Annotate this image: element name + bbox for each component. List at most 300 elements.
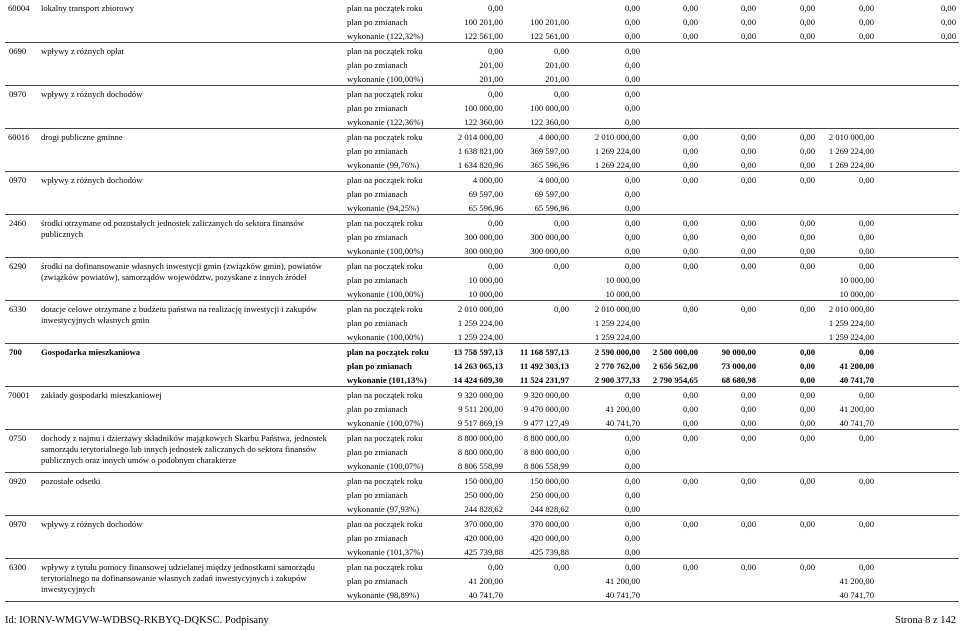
- amount-cell: 0,00: [799, 347, 815, 357]
- amount-cell: 0,00: [682, 232, 698, 243]
- row-label: plan po zmianach: [347, 533, 408, 544]
- amount-cell: 0,00: [682, 418, 698, 429]
- row-label: plan na początek roku: [347, 519, 423, 529]
- amount-cell: 0,00: [553, 562, 569, 572]
- row-label: plan na początek roku: [347, 175, 423, 185]
- section-code: 700: [9, 347, 22, 357]
- amount-cell: 0,00: [487, 562, 503, 572]
- amount-cell: 0,00: [553, 261, 569, 271]
- amount-cell: 0,00: [682, 175, 698, 185]
- amount-cell: 2 770 762,00: [594, 361, 640, 372]
- amount-cell: 10 000,00: [605, 289, 640, 300]
- amount-cell: 8 800 000,00: [523, 447, 569, 458]
- section-code: 0970: [9, 519, 27, 529]
- amount-cell: 0,00: [682, 246, 698, 257]
- amount-cell: 0,00: [624, 562, 640, 572]
- row-label: plan na początek roku: [347, 476, 423, 486]
- amount-cell: 0,00: [624, 74, 640, 85]
- amount-cell: 0,00: [858, 519, 874, 529]
- amount-cell: 1 259 224,00: [457, 318, 503, 329]
- amount-cell: 0,00: [740, 246, 756, 257]
- amount-cell: 0,00: [799, 261, 815, 271]
- amount-cell: 1 269 224,00: [828, 160, 874, 171]
- amount-cell: 0,00: [487, 3, 503, 13]
- amount-cell: 369 597,00: [530, 146, 569, 157]
- amount-cell: 425 739,88: [464, 547, 503, 558]
- amount-cell: 0,00: [740, 175, 756, 185]
- amount-cell: 0,00: [799, 17, 815, 28]
- amount-cell: 0,00: [682, 146, 698, 157]
- row-label: plan na początek roku: [347, 562, 423, 572]
- amount-cell: 40 741,70: [605, 590, 640, 601]
- amount-cell: 9 517 869,19: [457, 418, 503, 429]
- amount-cell: 420 000,00: [530, 533, 569, 544]
- amount-cell: 0,00: [624, 103, 640, 114]
- section-code: 6300: [9, 562, 27, 572]
- amount-cell: 0,00: [740, 218, 756, 228]
- amount-cell: 69 597,00: [534, 189, 569, 200]
- row-label: plan po zmianach: [347, 318, 408, 329]
- amount-cell: 0,00: [487, 89, 503, 99]
- amount-cell: 0,00: [858, 261, 874, 271]
- amount-cell: 425 739,88: [530, 547, 569, 558]
- row-label: plan na początek roku: [347, 261, 423, 271]
- amount-cell: 0,00: [799, 418, 815, 429]
- amount-cell: 0,00: [940, 17, 956, 28]
- amount-cell: 100 201,00: [464, 17, 503, 28]
- amount-cell: 0,00: [740, 31, 756, 42]
- amount-cell: 0,00: [682, 304, 698, 314]
- amount-cell: 0,00: [624, 189, 640, 200]
- amount-cell: 150 000,00: [530, 476, 569, 486]
- row-label: wykonanie (100,00%): [347, 332, 424, 343]
- amount-cell: 100 000,00: [464, 103, 503, 114]
- amount-cell: 0,00: [624, 246, 640, 257]
- section-divider: [5, 429, 959, 430]
- amount-cell: 41 200,00: [605, 576, 640, 587]
- amount-cell: 0,00: [740, 562, 756, 572]
- row-label: plan po zmianach: [347, 103, 408, 114]
- amount-cell: 0,00: [624, 117, 640, 128]
- row-label: plan na początek roku: [347, 132, 423, 142]
- section-name: środki na dofinansowanie własnych inwestycji gmin (związków gmin), powiatów (związków powiatów), samorządów województw, pozyskane z innych źródeł: [41, 260, 322, 282]
- amount-cell: 2 900 377,33: [594, 375, 640, 386]
- amount-cell: 201,00: [479, 60, 503, 71]
- section-divider: [5, 558, 959, 559]
- section-divider: [5, 128, 959, 129]
- amount-cell: 41 200,00: [839, 361, 874, 372]
- amount-cell: 0,00: [624, 504, 640, 515]
- amount-cell: 201,00: [545, 60, 569, 71]
- section-name: wpływy z tytułu pomocy finansowej udzielanej między jednostkami samorządu terytorialnego na dofinansowanie własnych zadań inwestycyjnych i zakupów inwestycyjnych: [41, 561, 315, 594]
- amount-cell: 0,00: [858, 175, 874, 185]
- amount-cell: 0,00: [799, 304, 815, 314]
- amount-cell: 0,00: [553, 46, 569, 56]
- amount-cell: 0,00: [682, 519, 698, 529]
- amount-cell: 0,00: [799, 562, 815, 572]
- amount-cell: 0,00: [624, 476, 640, 486]
- amount-cell: 0,00: [624, 175, 640, 185]
- amount-cell: 122 561,00: [464, 31, 503, 42]
- section-name: dochody z najmu i dzierżawy składników majątkowych Skarbu Państwa, jednostek samorządu terytorialnego lub innych jednostek zaliczanych do sektora finansów publicznych oraz innych umów o podobnym charakterze: [41, 432, 327, 465]
- section-name: Gospodarka mieszkaniowa: [41, 346, 141, 357]
- amount-cell: 0,00: [858, 17, 874, 28]
- row-label: wykonanie (101,37%): [347, 547, 424, 558]
- amount-cell: 0,00: [740, 17, 756, 28]
- amount-cell: 370 000,00: [530, 519, 569, 529]
- amount-cell: 40 741,70: [839, 590, 874, 601]
- amount-cell: 250 000,00: [464, 490, 503, 501]
- section-divider: [5, 171, 959, 172]
- amount-cell: 1 269 224,00: [594, 160, 640, 171]
- amount-cell: 0,00: [487, 46, 503, 56]
- amount-cell: 0,00: [682, 160, 698, 171]
- amount-cell: 0,00: [740, 232, 756, 243]
- section-divider: [5, 42, 959, 43]
- row-label: wykonanie (98,89%): [347, 590, 420, 601]
- amount-cell: 122 561,00: [530, 31, 569, 42]
- amount-cell: 0,00: [858, 246, 874, 257]
- row-label: wykonanie (94,25%): [347, 203, 420, 214]
- amount-cell: 14 424 609,30: [453, 375, 503, 386]
- amount-cell: 13 758 597,13: [453, 347, 503, 357]
- row-label: plan na początek roku: [347, 390, 423, 400]
- amount-cell: 122 360,00: [530, 117, 569, 128]
- section-divider: [5, 85, 959, 86]
- amount-cell: 65 596,96: [468, 203, 503, 214]
- amount-cell: 0,00: [799, 218, 815, 228]
- section-name: wpływy z różnych opłat: [41, 45, 124, 56]
- amount-cell: 9 470 000,00: [523, 404, 569, 415]
- amount-cell: 0,00: [624, 519, 640, 529]
- amount-cell: 150 000,00: [464, 476, 503, 486]
- page-footer: [5, 614, 956, 628]
- section-name: wpływy z różnych dochodów: [41, 174, 143, 185]
- amount-cell: 0,00: [740, 304, 756, 314]
- amount-cell: 2 010 000,00: [457, 304, 503, 314]
- amount-cell: 0,00: [940, 3, 956, 13]
- amount-cell: 100 201,00: [530, 17, 569, 28]
- amount-cell: 0,00: [553, 304, 569, 314]
- section-divider: [5, 515, 959, 516]
- amount-cell: 0,00: [740, 146, 756, 157]
- amount-cell: 0,00: [740, 433, 756, 443]
- row-label: plan po zmianach: [347, 232, 408, 243]
- section-divider: [5, 472, 959, 473]
- amount-cell: 2 656 562,00: [652, 361, 698, 372]
- amount-cell: 0,00: [740, 390, 756, 400]
- amount-cell: 0,00: [740, 519, 756, 529]
- amount-cell: 0,00: [682, 17, 698, 28]
- section-divider: [5, 601, 959, 602]
- row-label: plan po zmianach: [347, 146, 408, 157]
- section-name: wpływy z różnych dochodów: [41, 518, 143, 529]
- section-name: lokalny transport zbiorowy: [41, 2, 135, 13]
- amount-cell: 0,00: [740, 404, 756, 415]
- amount-cell: 11 168 597,13: [520, 347, 569, 357]
- amount-cell: 0,00: [682, 404, 698, 415]
- amount-cell: 40 741,70: [839, 375, 874, 386]
- amount-cell: 0,00: [858, 3, 874, 13]
- amount-cell: 1 638 821,00: [457, 146, 503, 157]
- amount-cell: 0,00: [799, 175, 815, 185]
- section-divider: [5, 214, 959, 215]
- amount-cell: 4 000,00: [538, 175, 569, 185]
- amount-cell: 0,00: [858, 562, 874, 572]
- section-name: wpływy z różnych dochodów: [41, 88, 143, 99]
- row-label: wykonanie (122,32%): [347, 31, 424, 42]
- page-number: Strona 8 z 142: [895, 615, 956, 626]
- section-code: 6330: [9, 304, 27, 314]
- section-name: drogi publiczne gminne: [41, 131, 123, 142]
- amount-cell: 0,00: [624, 390, 640, 400]
- amount-cell: 11 492 303,13: [520, 361, 569, 372]
- row-label: plan na początek roku: [347, 3, 423, 13]
- amount-cell: 41 200,00: [468, 576, 503, 587]
- amount-cell: 201,00: [545, 74, 569, 85]
- amount-cell: 300 000,00: [464, 232, 503, 243]
- amount-cell: 0,00: [858, 232, 874, 243]
- section-code: 60016: [8, 132, 30, 142]
- amount-cell: 365 596,96: [530, 160, 569, 171]
- amount-cell: 0,00: [624, 203, 640, 214]
- amount-cell: 8 800 000,00: [457, 447, 503, 458]
- amount-cell: 420 000,00: [464, 533, 503, 544]
- amount-cell: 9 477 127,49: [523, 418, 569, 429]
- row-label: wykonanie (100,07%): [347, 461, 424, 472]
- amount-cell: 10 000,00: [468, 289, 503, 300]
- amount-cell: 0,00: [624, 261, 640, 271]
- amount-cell: 8 806 558,99: [523, 461, 569, 472]
- amount-cell: 9 511 200,00: [458, 404, 503, 415]
- amount-cell: 300 000,00: [530, 232, 569, 243]
- amount-cell: 0,00: [799, 375, 815, 386]
- amount-cell: 40 741,70: [839, 418, 874, 429]
- amount-cell: 1 634 820,96: [457, 160, 503, 171]
- amount-cell: 0,00: [487, 218, 503, 228]
- row-label: wykonanie (101,13%): [347, 375, 427, 386]
- amount-cell: 100 000,00: [530, 103, 569, 114]
- section-divider: [5, 300, 959, 301]
- amount-cell: 0,00: [740, 160, 756, 171]
- amount-cell: 0,00: [940, 31, 956, 42]
- amount-cell: 10 000,00: [468, 275, 503, 286]
- section-code: 60004: [8, 3, 30, 13]
- amount-cell: 1 259 224,00: [594, 332, 640, 343]
- amount-cell: 0,00: [740, 418, 756, 429]
- amount-cell: 0,00: [799, 3, 815, 13]
- row-label: wykonanie (100,07%): [347, 418, 424, 429]
- amount-cell: 0,00: [682, 261, 698, 271]
- amount-cell: 244 828,62: [530, 504, 569, 515]
- amount-cell: 0,00: [740, 261, 756, 271]
- section-code: 0920: [9, 476, 27, 486]
- amount-cell: 0,00: [799, 146, 815, 157]
- row-label: plan po zmianach: [347, 447, 408, 458]
- amount-cell: 10 000,00: [839, 289, 874, 300]
- amount-cell: 0,00: [799, 232, 815, 243]
- row-label: wykonanie (122,36%): [347, 117, 424, 128]
- amount-cell: 250 000,00: [530, 490, 569, 501]
- amount-cell: 2 010 000,00: [594, 304, 640, 314]
- amount-cell: 2 590 000,00: [594, 347, 640, 357]
- row-label: plan na początek roku: [347, 89, 423, 99]
- section-code: 0690: [9, 46, 27, 56]
- row-label: plan po zmianach: [347, 576, 408, 587]
- amount-cell: 0,00: [624, 447, 640, 458]
- amount-cell: 201,00: [479, 74, 503, 85]
- section-code: 0970: [9, 175, 27, 185]
- row-label: plan po zmianach: [347, 17, 408, 28]
- amount-cell: 0,00: [624, 60, 640, 71]
- amount-cell: 1 269 224,00: [828, 146, 874, 157]
- amount-cell: 0,00: [740, 132, 756, 142]
- amount-cell: 41 200,00: [839, 404, 874, 415]
- row-label: plan na początek roku: [347, 46, 423, 56]
- amount-cell: 2 014 000,00: [457, 132, 503, 142]
- amount-cell: 0,00: [799, 390, 815, 400]
- amount-cell: 90 000,00: [721, 347, 756, 357]
- row-label: plan po zmianach: [347, 189, 408, 200]
- amount-cell: 0,00: [799, 476, 815, 486]
- amount-cell: 0,00: [624, 31, 640, 42]
- amount-cell: 0,00: [624, 232, 640, 243]
- amount-cell: 10 000,00: [605, 275, 640, 286]
- row-label: wykonanie (100,00%): [347, 246, 424, 257]
- amount-cell: 4 000,00: [538, 132, 569, 142]
- amount-cell: 14 263 065,13: [453, 361, 503, 372]
- amount-cell: 0,00: [624, 461, 640, 472]
- amount-cell: 0,00: [740, 3, 756, 13]
- row-label: plan po zmianach: [347, 275, 408, 286]
- section-name: środki otrzymane od pozostałych jednostek zaliczanych do sektora finansów publicznych: [41, 217, 304, 239]
- section-name: dotacje celowe otrzymane z budżetu państwa na realizację inwestycji i zakupów inwestycyjnych własnych gmin: [41, 303, 317, 325]
- document-id: Id: IORNV-WMGVW-WDBSQ-RKBYQ-DQKSC. Podpisany: [5, 615, 269, 626]
- row-label: wykonanie (100,00%): [347, 289, 424, 300]
- row-label: wykonanie (100,00%): [347, 74, 424, 85]
- amount-cell: 0,00: [624, 17, 640, 28]
- amount-cell: 0,00: [682, 132, 698, 142]
- amount-cell: 68 680,98: [721, 375, 756, 386]
- amount-cell: 0,00: [682, 31, 698, 42]
- section-code: 6290: [9, 261, 27, 271]
- amount-cell: 1 259 224,00: [594, 318, 640, 329]
- amount-cell: 0,00: [624, 547, 640, 558]
- amount-cell: 0,00: [799, 361, 815, 372]
- amount-cell: 8 800 000,00: [523, 433, 569, 443]
- row-label: wykonanie (99,76%): [347, 160, 420, 171]
- amount-cell: 0,00: [858, 347, 874, 357]
- amount-cell: 122 360,00: [464, 117, 503, 128]
- amount-cell: 0,00: [799, 246, 815, 257]
- amount-cell: 0,00: [624, 89, 640, 99]
- amount-cell: 65 596,96: [534, 203, 569, 214]
- section-code: 0750: [9, 433, 27, 443]
- amount-cell: 0,00: [858, 476, 874, 486]
- amount-cell: 40 741,70: [468, 590, 503, 601]
- amount-cell: 0,00: [682, 390, 698, 400]
- amount-cell: 0,00: [858, 31, 874, 42]
- amount-cell: 0,00: [682, 218, 698, 228]
- amount-cell: 40 741,70: [605, 418, 640, 429]
- amount-cell: 370 000,00: [464, 519, 503, 529]
- amount-cell: 1 259 224,00: [828, 318, 874, 329]
- amount-cell: 1 269 224,00: [594, 146, 640, 157]
- amount-cell: 0,00: [487, 261, 503, 271]
- amount-cell: 0,00: [624, 490, 640, 501]
- row-label: plan na początek roku: [347, 347, 429, 357]
- amount-cell: 0,00: [858, 390, 874, 400]
- amount-cell: 10 000,00: [839, 275, 874, 286]
- amount-cell: 0,00: [624, 533, 640, 544]
- amount-cell: 244 828,62: [464, 504, 503, 515]
- amount-cell: 0,00: [553, 218, 569, 228]
- row-label: plan po zmianach: [347, 404, 408, 415]
- amount-cell: 0,00: [624, 433, 640, 443]
- amount-cell: 8 800 000,00: [457, 433, 503, 443]
- amount-cell: 2 790 954,65: [652, 375, 698, 386]
- amount-cell: 0,00: [799, 433, 815, 443]
- amount-cell: 300 000,00: [464, 246, 503, 257]
- row-label: plan na początek roku: [347, 433, 423, 443]
- amount-cell: 0,00: [682, 476, 698, 486]
- row-label: plan na początek roku: [347, 218, 423, 228]
- section-divider: [5, 257, 959, 258]
- section-divider: [5, 343, 959, 344]
- amount-cell: 73 000,00: [721, 361, 756, 372]
- section-code: 0970: [9, 89, 27, 99]
- row-label: plan na początek roku: [347, 304, 423, 314]
- amount-cell: 2 010 000,00: [828, 132, 874, 142]
- amount-cell: 0,00: [553, 89, 569, 99]
- amount-cell: 1 259 224,00: [457, 332, 503, 343]
- amount-cell: 0,00: [799, 31, 815, 42]
- amount-cell: 0,00: [624, 46, 640, 56]
- amount-cell: 0,00: [624, 218, 640, 228]
- amount-cell: 2 010 000,00: [594, 132, 640, 142]
- amount-cell: 2 010 000,00: [828, 304, 874, 314]
- amount-cell: 9 320 000,00: [457, 390, 503, 400]
- amount-cell: 69 597,00: [468, 189, 503, 200]
- amount-cell: 300 000,00: [530, 246, 569, 257]
- amount-cell: 9 320 000,00: [523, 390, 569, 400]
- row-label: plan po zmianach: [347, 490, 408, 501]
- amount-cell: 0,00: [799, 160, 815, 171]
- amount-cell: 0,00: [799, 404, 815, 415]
- section-code: 2460: [9, 218, 27, 228]
- amount-cell: 8 806 558,99: [457, 461, 503, 472]
- amount-cell: 0,00: [858, 218, 874, 228]
- amount-cell: 2 500 000,00: [652, 347, 698, 357]
- amount-cell: 0,00: [858, 433, 874, 443]
- amount-cell: 0,00: [799, 132, 815, 142]
- amount-cell: 0,00: [682, 3, 698, 13]
- amount-cell: 41 200,00: [839, 576, 874, 587]
- row-label: plan po zmianach: [347, 361, 412, 372]
- row-label: wykonanie (97,93%): [347, 504, 420, 515]
- amount-cell: 0,00: [799, 519, 815, 529]
- amount-cell: 0,00: [624, 3, 640, 13]
- amount-cell: 1 259 224,00: [828, 332, 874, 343]
- section-name: zakłady gospodarki mieszkaniowej: [41, 389, 162, 400]
- section-divider: [5, 386, 959, 387]
- amount-cell: 0,00: [740, 476, 756, 486]
- section-name: pozostałe odsetki: [41, 475, 101, 486]
- row-label: plan po zmianach: [347, 60, 408, 71]
- amount-cell: 41 200,00: [605, 404, 640, 415]
- amount-cell: 0,00: [682, 433, 698, 443]
- amount-cell: 11 524 231,97: [520, 375, 569, 386]
